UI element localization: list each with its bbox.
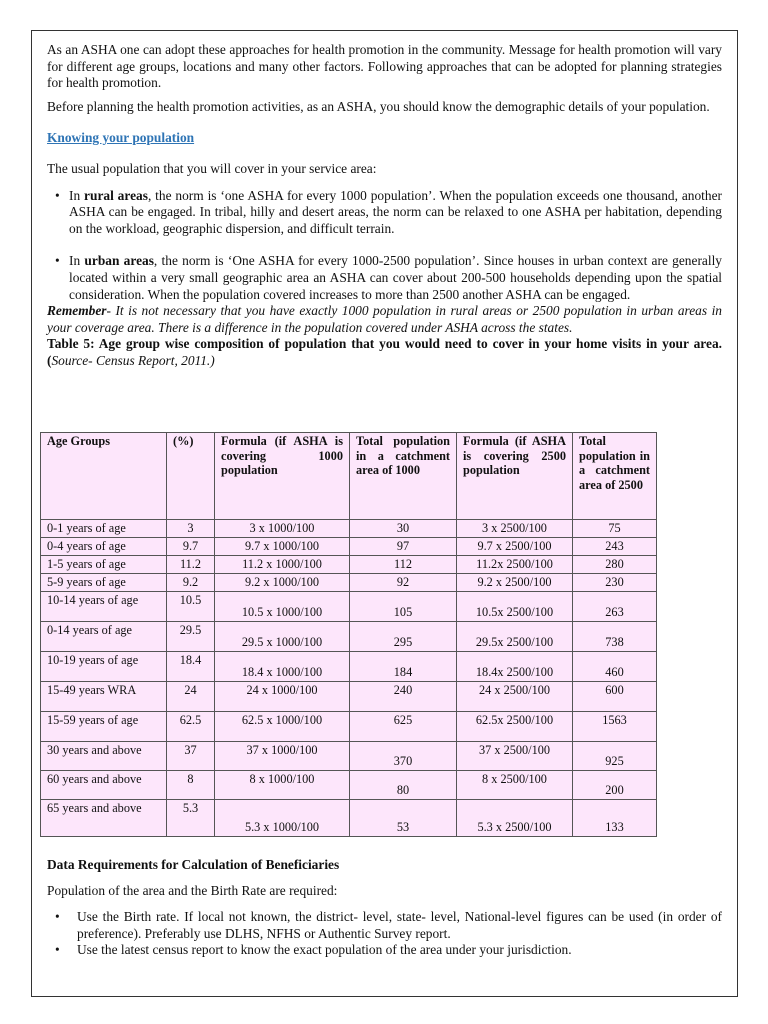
table-row [41,520,657,538]
formula-1000-cell: 62.5 x 1000/100 [215,712,350,742]
percent-cell: 24 [167,682,215,712]
formula-1000-cell: 29.5 x 1000/100 [215,622,350,652]
total-1000-cell: 370 [350,742,457,771]
formula-1000-cell: 5.3 x 1000/100 [215,800,350,837]
formula-1000-cell: 9.2 x 1000/100 [215,574,350,592]
table-row [41,538,657,556]
data-requirements-section [47,857,722,959]
usual-population-text: The usual population that you will cover in your service area: [47,160,377,176]
total-2500-cell: 230 [573,574,657,592]
formula-2500-cell: 62.5x 2500/100 [457,712,573,742]
age-group-cell: 10-19 years of age [41,652,167,682]
percent-cell: 8 [167,771,215,800]
formula-2500-cell: 37 x 2500/100 [457,742,573,771]
total-1000-cell: 112 [350,556,457,574]
column-header: (%) [167,433,215,520]
percent-cell: 62.5 [167,712,215,742]
formula-2500-cell: 9.7 x 2500/100 [457,538,573,556]
total-2500-cell: 600 [573,682,657,712]
age-group-table [40,432,657,837]
total-1000-cell: 80 [350,771,457,800]
age-group-cell: 60 years and above [41,771,167,800]
table-header-row [41,433,657,520]
formula-2500-cell: 29.5x 2500/100 [457,622,573,652]
table-row [41,742,657,771]
table-row [41,712,657,742]
percent-cell: 3 [167,520,215,538]
formula-1000-cell: 3 x 1000/100 [215,520,350,538]
total-1000-cell: 105 [350,592,457,622]
total-2500-cell: 280 [573,556,657,574]
total-2500-cell: 925 [573,742,657,771]
age-group-cell: 5-9 years of age [41,574,167,592]
formula-2500-cell: 3 x 2500/100 [457,520,573,538]
age-group-cell: 0-4 years of age [41,538,167,556]
total-2500-cell: 200 [573,771,657,800]
table-row [41,800,657,837]
column-header: Age Groups [41,433,167,520]
knowing-population-heading[interactable]: Knowing your population [47,130,195,146]
column-header: Total population in a catchment area of 2500 [573,433,657,520]
formula-1000-cell: 24 x 1000/100 [215,682,350,712]
area-norms-list [47,188,722,304]
total-2500-cell: 75 [573,520,657,538]
total-2500-cell: 460 [573,652,657,682]
percent-cell: 37 [167,742,215,771]
total-1000-cell: 92 [350,574,457,592]
total-1000-cell: 184 [350,652,457,682]
formula-2500-cell: 9.2 x 2500/100 [457,574,573,592]
total-1000-cell: 240 [350,682,457,712]
formula-2500-cell: 5.3 x 2500/100 [457,800,573,837]
remember-note: Remember- It is not necessary that you have exactly 1000 population in rural areas or 2500 population in urban areas in your coverage area. There is a difference in the population covered under ASHA across the states. [47,303,722,335]
percent-cell: 10.5 [167,592,215,622]
formula-2500-cell: 11.2x 2500/100 [457,556,573,574]
formula-1000-cell: 8 x 1000/100 [215,771,350,800]
formula-1000-cell: 11.2 x 1000/100 [215,556,350,574]
column-header: Formula (if ASHA is covering 2500 population [457,433,573,520]
urban-bullet: • In urban areas, the norm is ‘One ASHA for every 1000-2500 population’. Since houses in urban context are generally located within a very small geographic area an ASHA can cover about 200-500 households depending upon the spatial consideration. When the population covered increases to more than 2500 another ASHA can be engaged. [47,253,722,303]
total-1000-cell: 295 [350,622,457,652]
table-row [41,592,657,622]
formula-1000-cell: 37 x 1000/100 [215,742,350,771]
table-caption: Table 5: Age group wise composition of population that you would need to cover in your home visits in your area. (Source- Census Report, 2011.) [47,336,722,368]
table-row [41,622,657,652]
data-heading: Data Requirements for Calculation of Beneficiaries [47,857,340,872]
total-1000-cell: 53 [350,800,457,837]
formula-1000-cell: 18.4 x 1000/100 [215,652,350,682]
census-bullet: • Use the latest census report to know the exact population of the area under your jurisdiction. [47,942,722,959]
data-intro: Population of the area and the Birth Rate are required: [47,882,338,898]
percent-cell: 29.5 [167,622,215,652]
formula-2500-cell: 24 x 2500/100 [457,682,573,712]
data-requirements-list [47,909,722,959]
age-group-cell: 65 years and above [41,800,167,837]
total-1000-cell: 97 [350,538,457,556]
total-1000-cell: 30 [350,520,457,538]
formula-1000-cell: 9.7 x 1000/100 [215,538,350,556]
formula-1000-cell: 10.5 x 1000/100 [215,592,350,622]
total-2500-cell: 738 [573,622,657,652]
table-row [41,574,657,592]
rural-bullet: • In rural areas, the norm is ‘one ASHA for every 1000 population’. When the population exceeds one thousand, another ASHA can be engaged. In tribal, hilly and desert areas, the norm can be relaxed to one ASHA per habitation, depending on the workload, geographic dispersion, and difficult terrain. [47,188,722,238]
formula-2500-cell: 18.4x 2500/100 [457,652,573,682]
age-group-cell: 10-14 years of age [41,592,167,622]
birth-rate-bullet: • Use the Birth rate. If local not known, the district- level, state- level, National-level figures can be used (in order of preference). Preferably use DLHS, NFHS or Authentic Survey report. [47,909,722,942]
total-2500-cell: 133 [573,800,657,837]
age-group-cell: 0-14 years of age [41,622,167,652]
document-body [47,42,722,370]
percent-cell: 18.4 [167,652,215,682]
total-1000-cell: 625 [350,712,457,742]
column-header: Total population in a catchment area of 1000 [350,433,457,520]
formula-2500-cell: 8 x 2500/100 [457,771,573,800]
age-group-cell: 30 years and above [41,742,167,771]
total-2500-cell: 1563 [573,712,657,742]
formula-2500-cell: 10.5x 2500/100 [457,592,573,622]
percent-cell: 9.7 [167,538,215,556]
total-2500-cell: 243 [573,538,657,556]
column-header: Formula (if ASHA is covering 1000 population [215,433,350,520]
table-row [41,771,657,800]
table-row [41,652,657,682]
percent-cell: 9.2 [167,574,215,592]
before-paragraph: Before planning the health promotion activities, as an ASHA, you should know the demographic details of your population. [47,98,710,114]
intro-paragraph: As an ASHA one can adopt these approaches for health promotion in the community. Message for health promotion will vary for different age groups, locations and many other factors. Following approaches that can be adopted for planning strategies for health promotion. [47,42,722,91]
age-group-cell: 15-49 years WRA [41,682,167,712]
table-row [41,682,657,712]
age-group-cell: 0-1 years of age [41,520,167,538]
table-row [41,556,657,574]
percent-cell: 11.2 [167,556,215,574]
percent-cell: 5.3 [167,800,215,837]
total-2500-cell: 263 [573,592,657,622]
age-group-cell: 15-59 years of age [41,712,167,742]
age-group-cell: 1-5 years of age [41,556,167,574]
